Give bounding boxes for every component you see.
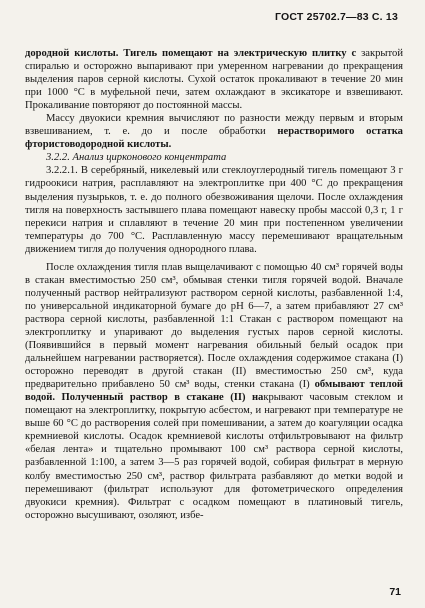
paragraph-3: 3.2.2.1. В серебряный, никелевый или стеклоуглеродный тигель помещают 3 г гидроокиси натрия, расплавляют на электроплитке при 400 °С до прекращения выделения пузырьков, т. е. до полного обезвоживания щелочи. После охлаждения тигля на поверхность застывшего плава помещают навеску пробы массой 0,3 г, 1 г перекиси натрия и сплавляют в течение 20 мин при постепенном увеличении температуры до 700 °С. Расплавленную массу перемешивают вращательным движением тигля до получения однородного плава.	[25, 165, 403, 255]
bold-run: нерастворимого остатка фтористоводородной кислоты.	[25, 126, 403, 151]
text-run: После охлаждения тигля плав выщелачивают с помощью 40 см³ горячей воды в стакан вместимостью 250 см³, обмывая стенки тигля горячей водой. Вначале полученный раствор нейтрализуют раствором серной кислоты, разбавленной 1:4, по универсальной индикаторной бумаге до рН 6—7, а затем прибавляют 27 см³ раствора серной кислоты, разбавленной 1:1 Стакан с раствором помещают на электроплитку и упаривают до выделения густых паров серной кислоты. (Появившийся в первый момент нагревания обильный белый осадок при дальнейшем нагревании растворяется). После охлаждения содержимое стакана (I) осторожно переводят в другой стакан (II) вместимостью 250 см³, куда предварительно прибавлено 50 см³ воды, стенки стакана (I)	[25, 261, 403, 391]
text-run: крывают часовым стеклом и помещают на электроплитку, покрытую асбестом, и нагревают при температуре не выше 60 °С до растворения солей при помешивании, а затем до коагуляции осадка кремниевой кислоты. Осадок кремниевой кислоты отфильтровывают на фильтр «белая лента» и тщательно промывают 100 см³ раствора серной кислоты, разбавленной 1:100, а затем 3—5 раз горячей водой, собирая фильтрат в мерную колбу вместимостью 250 см³, раствор фильтрата разбавляют до метки водой и перемешивают (фильтрат используют для фотометрического определения двуокиси кремния). Фильтрат с осадком помещают в платиновый тигель, осторожно высушивают, озоляют, избе-	[25, 392, 403, 521]
text-run: Массу двуокиси кремния вычисляют по разности между первым и вторым взвешиванием, т. е. до и после обработки	[25, 113, 403, 138]
paragraph-2	[25, 112, 403, 151]
document-body	[25, 47, 403, 522]
bold-run: обмывают теплой водой. Полученный раствор в стакане (II) на	[25, 379, 403, 404]
section-heading: 3.2.2. Анализ цирконового концентрата	[46, 152, 227, 164]
page-number: 71	[389, 586, 401, 598]
page-header: ГОСТ 25702.7—83 С. 13	[275, 11, 398, 23]
paragraph-4	[25, 261, 403, 522]
bold-run: дородной кислоты. Тигель помещают на электрическую плитку с	[25, 48, 357, 59]
paragraph-1	[25, 47, 403, 112]
text-run: закрытой спиралью и осторожно выпаривают при умеренном нагревании до прекращения выделения паров серной кислоты. Сухой остаток прокаливают в течение 20 мин при 1000 °С в муфельной печи, затем охлаждают в эксикаторе и взвешивают. Прокаливание повторяют до постоянной массы.	[25, 48, 403, 112]
